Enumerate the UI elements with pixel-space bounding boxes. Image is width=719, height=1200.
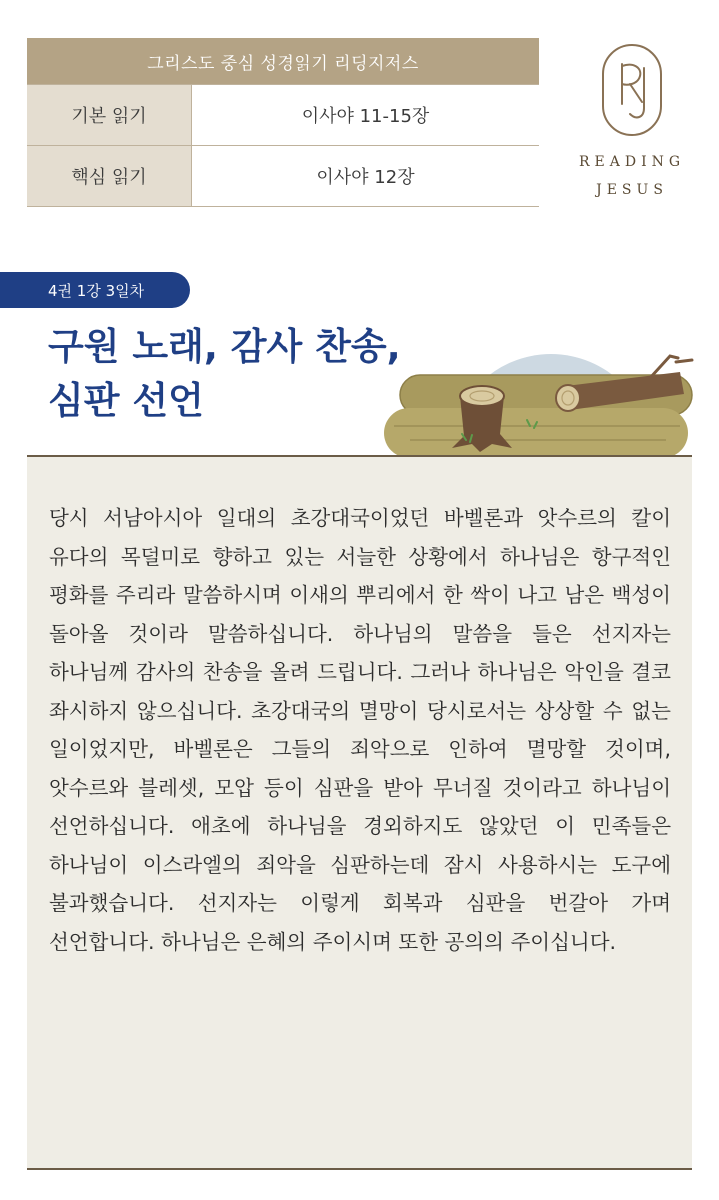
plan-row-basic <box>27 84 539 145</box>
logo-text-jesus: JESUS <box>596 182 668 198</box>
logo-mark-icon <box>600 42 664 138</box>
plan-row-core <box>27 145 539 206</box>
title-line-1: 구원 노래, 감사 찬송, <box>48 325 401 368</box>
title-line-2: 심판 선언 <box>48 379 204 422</box>
session-badge: 4권 1강 3일차 <box>0 272 190 308</box>
plan-label-core: 핵심 읽기 <box>27 146 192 206</box>
plan-value-basic: 이사야 11-15장 <box>192 85 539 145</box>
plan-header: 그리스도 중심 성경읽기 리딩지저스 <box>27 38 539 84</box>
logs-stump-illustration <box>380 300 700 460</box>
plan-label-basic: 기본 읽기 <box>27 85 192 145</box>
body-text: 당시 서남아시아 일대의 초강대국이었던 바벨론과 앗수르의 칼이 유다의 목덜미로 향하고 있는 서늘한 상황에서 하나님은 항구적인 평화를 주리라 말씀하시며 이새의 뿌리에서 한 싹이 나고 남은 백성이 돌아올 것이라 말씀하십니다. 하나님의 말씀을 들은 선지자는 하나님께 감사의 찬송을 올려 드립니다. 그러나 하나님은 악인을 결코 좌시하지 않으십니다. 초강대국의 멸망이 당시로서는 상상할 수 없는 일이었지만, 바벨론은 그들의 죄악으로 인하여 멸망할 것이며, 앗수르와 블레셋, 모압 등이 심판을 받아 무너질 것이라고 하나님이 선언하십니다. 애초에 하나님을 경외하지도 않았던 이 민족들은 하나님이 이스라엘의 죄악을 심판하는데 잠시 사용하시는 도구에 불과했습니다. 선지자는 이렇게 회복과 심판을 번갈아 가며 선언합니다. 하나님은 은혜의 주이시며 또한 공의의 주이십니다. <box>49 506 671 954</box>
content-panel <box>27 455 692 1170</box>
reading-plan-table <box>27 38 539 207</box>
reading-jesus-logo <box>574 42 690 202</box>
logo-text-reading: READING <box>578 154 686 170</box>
plan-value-core: 이사야 12장 <box>192 146 539 206</box>
